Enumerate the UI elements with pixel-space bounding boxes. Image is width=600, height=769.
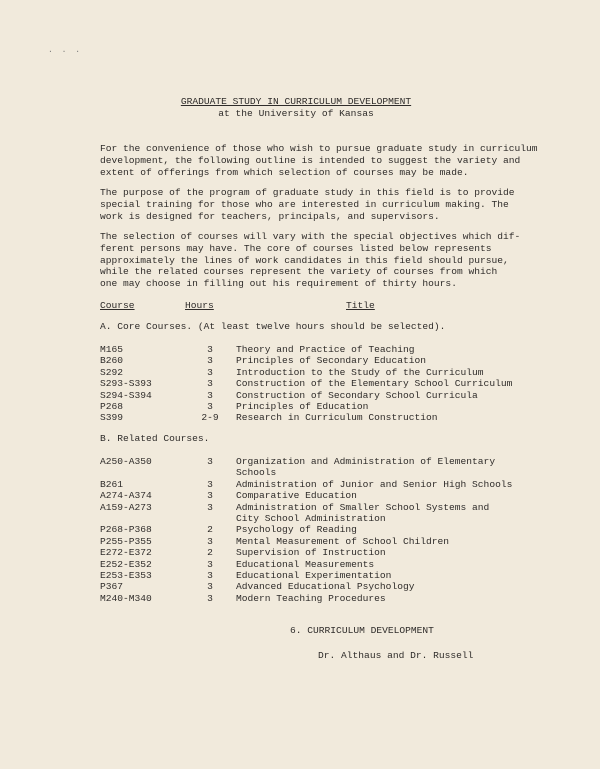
course-title-line: City School Administration xyxy=(236,513,386,524)
course-number: M240-M340 xyxy=(100,592,152,604)
course-title xyxy=(236,581,414,592)
paragraph-line: The purpose of the program of graduate study in this field is to provide xyxy=(100,187,515,198)
course-title xyxy=(236,344,414,355)
course-number: B260 xyxy=(100,355,124,367)
paragraph-line: The selection of courses will vary with the special objectives which dif- xyxy=(100,231,521,242)
paragraph-line: extent of offerings from which selection of courses may be made. xyxy=(100,166,469,178)
course-number: P367 xyxy=(100,581,124,593)
course-hours: 3 xyxy=(207,355,213,367)
course-title xyxy=(236,456,495,479)
course-title-line: Mental Measurement of School Children xyxy=(236,535,450,547)
paragraph-line: one may choose in filling out his requirement of thirty hours. xyxy=(100,278,457,290)
course-title-line: Research in Curriculum Construction xyxy=(236,412,438,424)
paragraph-line: ferent persons may have. The core of courses listed below represents xyxy=(100,242,492,254)
course-title-line: Educational Measurements xyxy=(236,558,375,570)
course-hours: 3 xyxy=(207,401,213,412)
course-title xyxy=(236,502,489,525)
course-hours: 3 xyxy=(207,592,213,604)
footer-authors: Dr. Althaus and Dr. Russell xyxy=(318,650,474,661)
course-number: E272-E372 xyxy=(100,547,152,559)
course-hours: 3 xyxy=(207,389,213,401)
course-title xyxy=(236,524,357,535)
course-title-line: Construction of the Elementary School Curriculum xyxy=(236,378,513,390)
paragraph-line: work is designed for teachers, principals, and supervisors. xyxy=(100,210,440,222)
course-title xyxy=(236,479,512,490)
purpose-paragraph xyxy=(100,187,540,222)
selection-paragraph xyxy=(100,231,540,290)
course-number: M165 xyxy=(100,344,124,355)
course-title-line: Introduction to the Study of the Curriculum xyxy=(236,366,484,378)
column-header-title: Title xyxy=(346,300,375,311)
intro-paragraph xyxy=(100,143,540,178)
course-number: P268 xyxy=(100,401,124,412)
course-number: S293-S393 xyxy=(100,378,152,390)
paragraph-line: while the related courses represent the variety of courses from which xyxy=(100,266,498,278)
course-title-line: Advanced Educational Psychology xyxy=(236,581,415,593)
course-hours: 3 xyxy=(207,344,213,355)
course-hours: 3 xyxy=(207,478,213,490)
course-number: A274-A374 xyxy=(100,490,152,502)
paper-specks: . . . xyxy=(48,46,83,55)
course-hours: 2 xyxy=(207,524,213,536)
course-title-line: Educational Experimentation xyxy=(236,570,392,581)
core-courses-heading: A. Core Courses. (At least twelve hours should be selected). xyxy=(100,321,446,332)
course-title xyxy=(236,570,391,581)
course-number: S399 xyxy=(100,412,124,424)
paragraph-line: special training for those who are interested in curriculum making. The xyxy=(100,198,509,210)
course-hours: 3 xyxy=(207,581,213,593)
course-title xyxy=(236,401,368,412)
course-number: P255-P355 xyxy=(100,535,152,547)
course-title xyxy=(236,490,357,501)
document-subtitle: at the University of Kansas xyxy=(218,108,374,119)
course-title-line: Administration of Junior and Senior High Schools xyxy=(236,478,513,490)
course-title-line: Modern Teaching Procedures xyxy=(236,592,386,604)
course-number: E253-E353 xyxy=(100,570,152,581)
course-number: S292 xyxy=(100,366,124,378)
course-title xyxy=(236,593,386,604)
course-title xyxy=(236,367,484,378)
column-header-course: Course xyxy=(100,300,135,311)
course-title-line: Comparative Education xyxy=(236,490,357,502)
course-title xyxy=(236,547,386,558)
course-number: E252-E352 xyxy=(100,558,152,570)
course-hours: 3 xyxy=(207,378,213,390)
paragraph-line: development, the following outline is intended to suggest the variety and xyxy=(100,154,521,166)
course-title xyxy=(236,559,374,570)
footer-section-title: 6. CURRICULUM DEVELOPMENT xyxy=(290,625,434,636)
course-number: S294-S394 xyxy=(100,389,152,401)
course-hours: 2-9 xyxy=(201,412,219,424)
course-title-line: Supervision of Instruction xyxy=(236,547,386,559)
course-number: A159-A273 xyxy=(100,501,152,513)
course-hours: 3 xyxy=(207,570,213,581)
course-title-line: Construction of Secondary School Curricula xyxy=(236,389,478,401)
course-number: B261 xyxy=(100,478,124,490)
course-title-line: Principles of Education xyxy=(236,401,369,412)
course-title xyxy=(236,412,438,423)
course-title xyxy=(236,536,449,547)
document-title: GRADUATE STUDY IN CURRICULUM DEVELOPMENT xyxy=(180,96,412,107)
column-header-hours: Hours xyxy=(185,300,214,311)
course-title-line: Theory and Practice of Teaching xyxy=(236,344,415,355)
course-title-line: Psychology of Reading xyxy=(236,524,357,536)
course-title xyxy=(236,390,478,401)
course-hours: 2 xyxy=(207,547,213,559)
course-title-line: Schools xyxy=(236,467,277,479)
course-title-line: Organization and Administration of Elementary xyxy=(236,456,496,467)
course-hours: 3 xyxy=(207,558,213,570)
paragraph-line: For the convenience of those who wish to pursue graduate study in curriculum xyxy=(100,143,538,154)
course-hours: 3 xyxy=(207,366,213,378)
course-hours: 3 xyxy=(207,456,213,467)
course-title-line: Administration of Smaller School Systems and xyxy=(236,501,490,513)
course-hours: 3 xyxy=(207,501,213,513)
related-courses-heading: B. Related Courses. xyxy=(100,433,210,444)
course-title-line: Principles of Secondary Education xyxy=(236,355,426,367)
course-hours: 3 xyxy=(207,535,213,547)
course-title xyxy=(236,355,426,366)
paragraph-line: approximately the lines of work candidates in this field should pursue, xyxy=(100,254,509,266)
course-number: P268-P368 xyxy=(100,524,152,536)
course-hours: 3 xyxy=(207,490,213,502)
course-number: A250-A350 xyxy=(100,456,152,467)
course-title xyxy=(236,378,512,389)
